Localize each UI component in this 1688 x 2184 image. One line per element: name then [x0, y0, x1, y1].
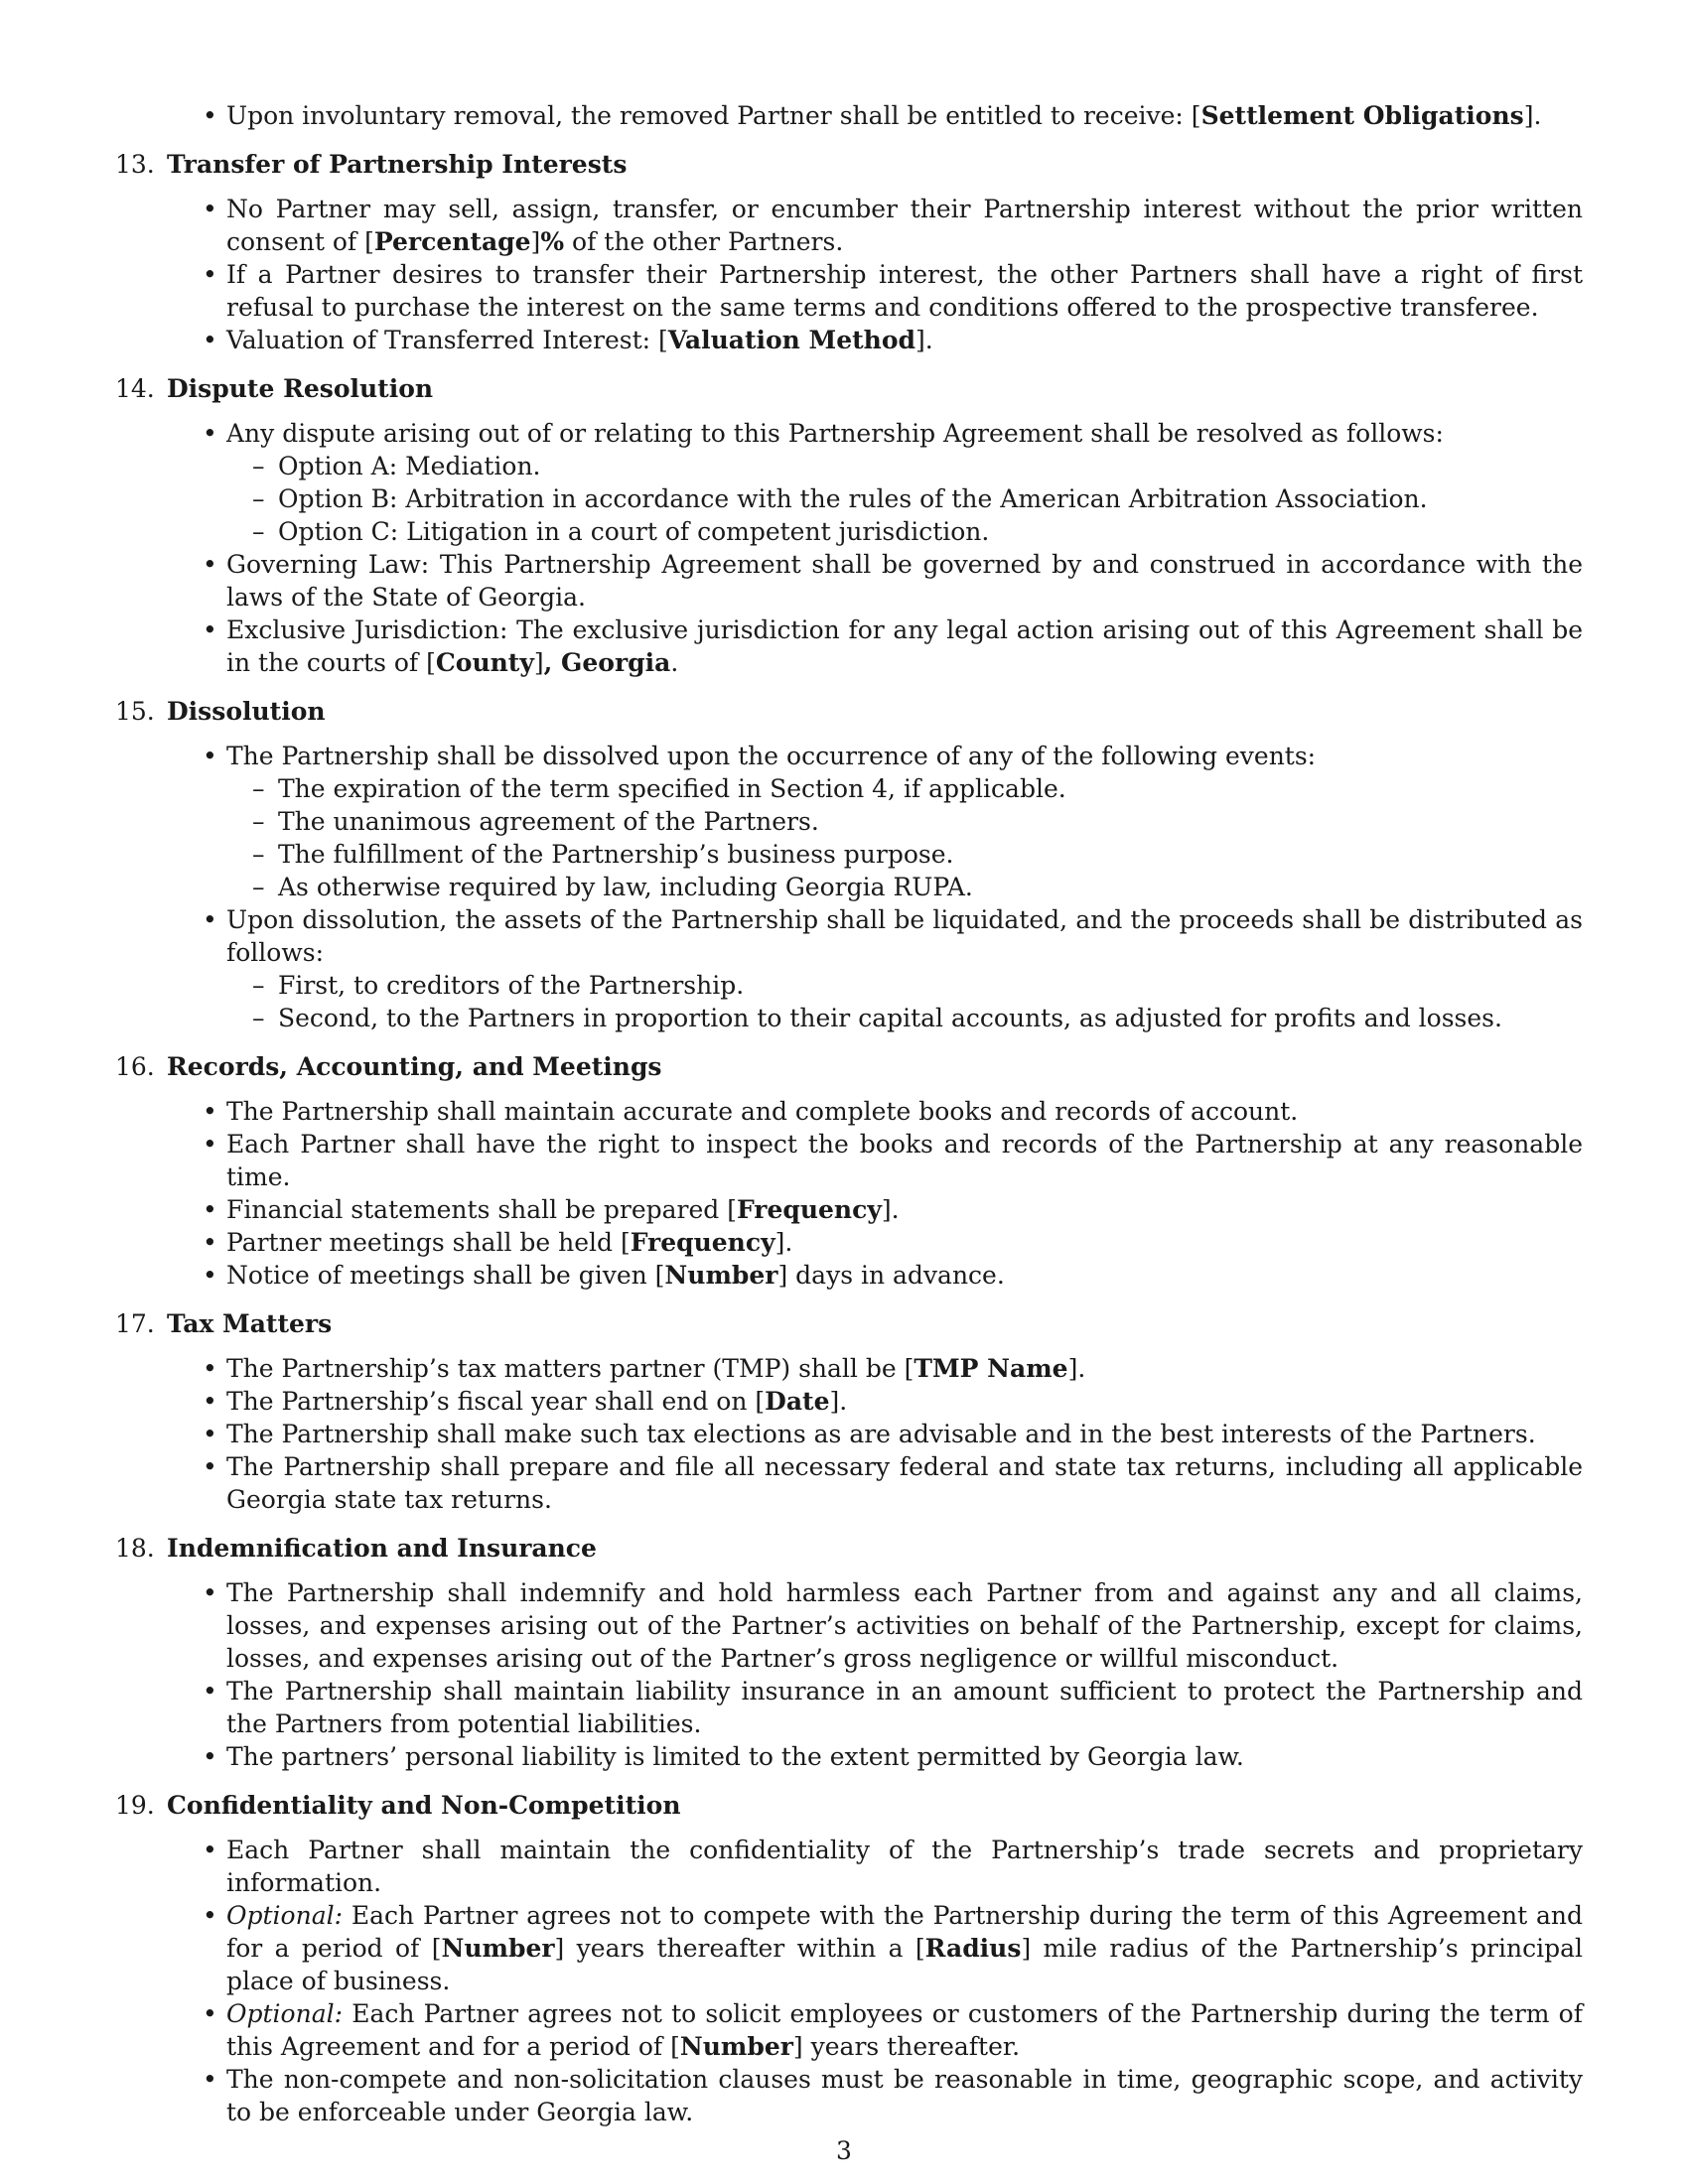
- bullet-icon: •: [203, 1677, 217, 1706]
- section-heading: 19. Confidentiality and Non-Competition: [115, 1791, 681, 1820]
- list-item: • Valuation of Transferred Interest: [Valuation Method].: [203, 326, 933, 354]
- bullet-icon: •: [203, 615, 217, 644]
- list-item: • The Partnership shall prepare and file all necessary federal and state tax returns, including all applicable Georgia state tax returns.: [203, 1452, 1583, 1514]
- bullet-icon: •: [203, 260, 217, 289]
- bullet-icon: •: [203, 1836, 217, 1864]
- section-heading: 14. Dispute Resolution: [115, 374, 434, 403]
- bullet-icon: •: [203, 1901, 217, 1930]
- dash-icon: –: [252, 807, 265, 836]
- list-item: • The Partnership shall maintain accurate and complete books and records of account.: [203, 1097, 1299, 1126]
- document-page: [0, 99, 1688, 2128]
- list-item: • The Partnership shall make such tax elections as are advisable and in the best interests of the Partners.: [203, 1420, 1536, 1448]
- bullet-icon: •: [203, 742, 217, 770]
- list-item: • Each Partner shall maintain the confidentiality of the Partnership’s trade secrets and proprietary information.: [203, 1836, 1583, 1897]
- bullet-icon: •: [203, 326, 217, 354]
- list-item: • If a Partner desires to transfer their Partnership interest, the other Partners shall have a right of first refusal to purchase the interest on the same terms and conditions offered to the prospective transferee.: [203, 260, 1583, 322]
- list-item: • The Partnership shall indemnify and hold harmless each Partner from and against any and all claims, losses, and expenses arising out of the Partner’s activities on behalf of the Partnership, except for claims, losses, and expenses arising out of the Partner’s gross negligence or willful misconduct.: [203, 1578, 1583, 1673]
- sub-list-item: – The unanimous agreement of the Partners.: [252, 807, 819, 836]
- bullet-icon: •: [203, 2065, 217, 2094]
- section-heading: 16. Records, Accounting, and Meetings: [115, 1052, 662, 1081]
- list-item: • The Partnership shall maintain liability insurance in an amount sufficient to protect the Partnership and the Partners from potential liabilities.: [203, 1677, 1583, 1738]
- sub-list-item: – The fulfillment of the Partnership’s business purpose.: [252, 840, 954, 869]
- list-item: • No Partner may sell, assign, transfer, or encumber their Partnership interest without the prior written consent of [Percentage]% of the other Partners.: [203, 195, 1583, 256]
- dash-icon: –: [252, 484, 265, 513]
- list-item: • The Partnership’s tax matters partner (TMP) shall be [TMP Name].: [203, 1354, 1086, 1383]
- bullet-icon: •: [203, 101, 217, 130]
- list-item: • The non-compete and non-solicitation clauses must be reasonable in time, geographic scope, and activity to be enforceable under Georgia law.: [203, 2065, 1583, 2126]
- sub-list-item: – Option A: Mediation.: [252, 452, 541, 480]
- list-item: • Upon involuntary removal, the removed Partner shall be entitled to receive: [Settlement Obligations].: [203, 101, 1542, 130]
- list-item: • Governing Law: This Partnership Agreement shall be governed by and construed in accordance with the laws of the State of Georgia.: [203, 550, 1583, 612]
- sub-list-item: – First, to creditors of the Partnership.: [252, 971, 745, 1000]
- list-item: • Optional: Each Partner agrees not to compete with the Partnership during the term of this Agreement and for a period of [Number] years thereafter within a [Radius] mile radius of the Partnership’s principal place of business.: [203, 1901, 1584, 1995]
- list-item: • The Partnership shall be dissolved upon the occurrence of any of the following events:: [203, 742, 1317, 770]
- list-item: • Upon dissolution, the assets of the Partnership shall be liquidated, and the proceeds shall be distributed as follows:: [203, 905, 1583, 967]
- sub-list-item: – Option C: Litigation in a court of competent jurisdiction.: [252, 517, 990, 546]
- dash-icon: –: [252, 452, 265, 480]
- bullet-icon: •: [203, 1097, 217, 1126]
- page-number: 3: [836, 2136, 852, 2165]
- list-item: • Exclusive Jurisdiction: The exclusive jurisdiction for any legal action arising out of this Agreement shall be in the courts of [County], Georgia.: [203, 615, 1583, 677]
- sub-list-item: – As otherwise required by law, including Georgia RUPA.: [252, 873, 973, 901]
- list-item: • Financial statements shall be prepared [Frequency].: [203, 1195, 900, 1224]
- sub-list-item: – Second, to the Partners in proportion to their capital accounts, as adjusted for profits and losses.: [252, 1004, 1502, 1032]
- bullet-icon: •: [203, 1195, 217, 1224]
- section-heading: 15. Dissolution: [115, 697, 326, 726]
- list-item: • Optional: Each Partner agrees not to solicit employees or customers of the Partnership during the term of this Agreement and for a period of [Number] years thereafter.: [203, 1999, 1583, 2061]
- bullet-icon: •: [203, 1578, 217, 1607]
- section-heading: 13. Transfer of Partnership Interests: [115, 150, 628, 179]
- bullet-icon: •: [203, 1452, 217, 1481]
- dash-icon: –: [252, 774, 265, 803]
- dash-icon: –: [252, 517, 265, 546]
- bullet-icon: •: [203, 1742, 217, 1771]
- list-item: • Partner meetings shall be held [Frequency].: [203, 1228, 793, 1257]
- list-item: • The Partnership’s fiscal year shall end on [Date].: [203, 1387, 848, 1416]
- section-heading: 17. Tax Matters: [115, 1309, 333, 1338]
- bullet-icon: •: [203, 1354, 217, 1383]
- list-item: • Each Partner shall have the right to inspect the books and records of the Partnership at any reasonable time.: [203, 1130, 1583, 1191]
- bullet-icon: •: [203, 1228, 217, 1257]
- bullet-icon: •: [203, 195, 217, 223]
- bullet-icon: •: [203, 550, 217, 579]
- sub-list-item: – The expiration of the term specified in Section 4, if applicable.: [252, 774, 1066, 803]
- bullet-icon: •: [203, 1130, 217, 1159]
- dash-icon: –: [252, 873, 265, 901]
- bullet-icon: •: [203, 419, 217, 448]
- bullet-icon: •: [203, 905, 217, 934]
- dash-icon: –: [252, 840, 265, 869]
- bullet-icon: •: [203, 1387, 217, 1416]
- section-heading: 18. Indemnification and Insurance: [115, 1534, 597, 1563]
- bullet-icon: •: [203, 1261, 217, 1290]
- dash-icon: –: [252, 1004, 265, 1032]
- list-item: • Notice of meetings shall be given [Number] days in advance.: [203, 1261, 1005, 1290]
- sub-list-item: – Option B: Arbitration in accordance with the rules of the American Arbitration Association.: [252, 484, 1428, 513]
- dash-icon: –: [252, 971, 265, 1000]
- bullet-icon: •: [203, 1420, 217, 1448]
- bullet-icon: •: [203, 1999, 217, 2028]
- list-item: • Any dispute arising out of or relating to this Partnership Agreement shall be resolved as follows:: [203, 419, 1444, 448]
- list-item: • The partners’ personal liability is limited to the extent permitted by Georgia law.: [203, 1742, 1244, 1771]
